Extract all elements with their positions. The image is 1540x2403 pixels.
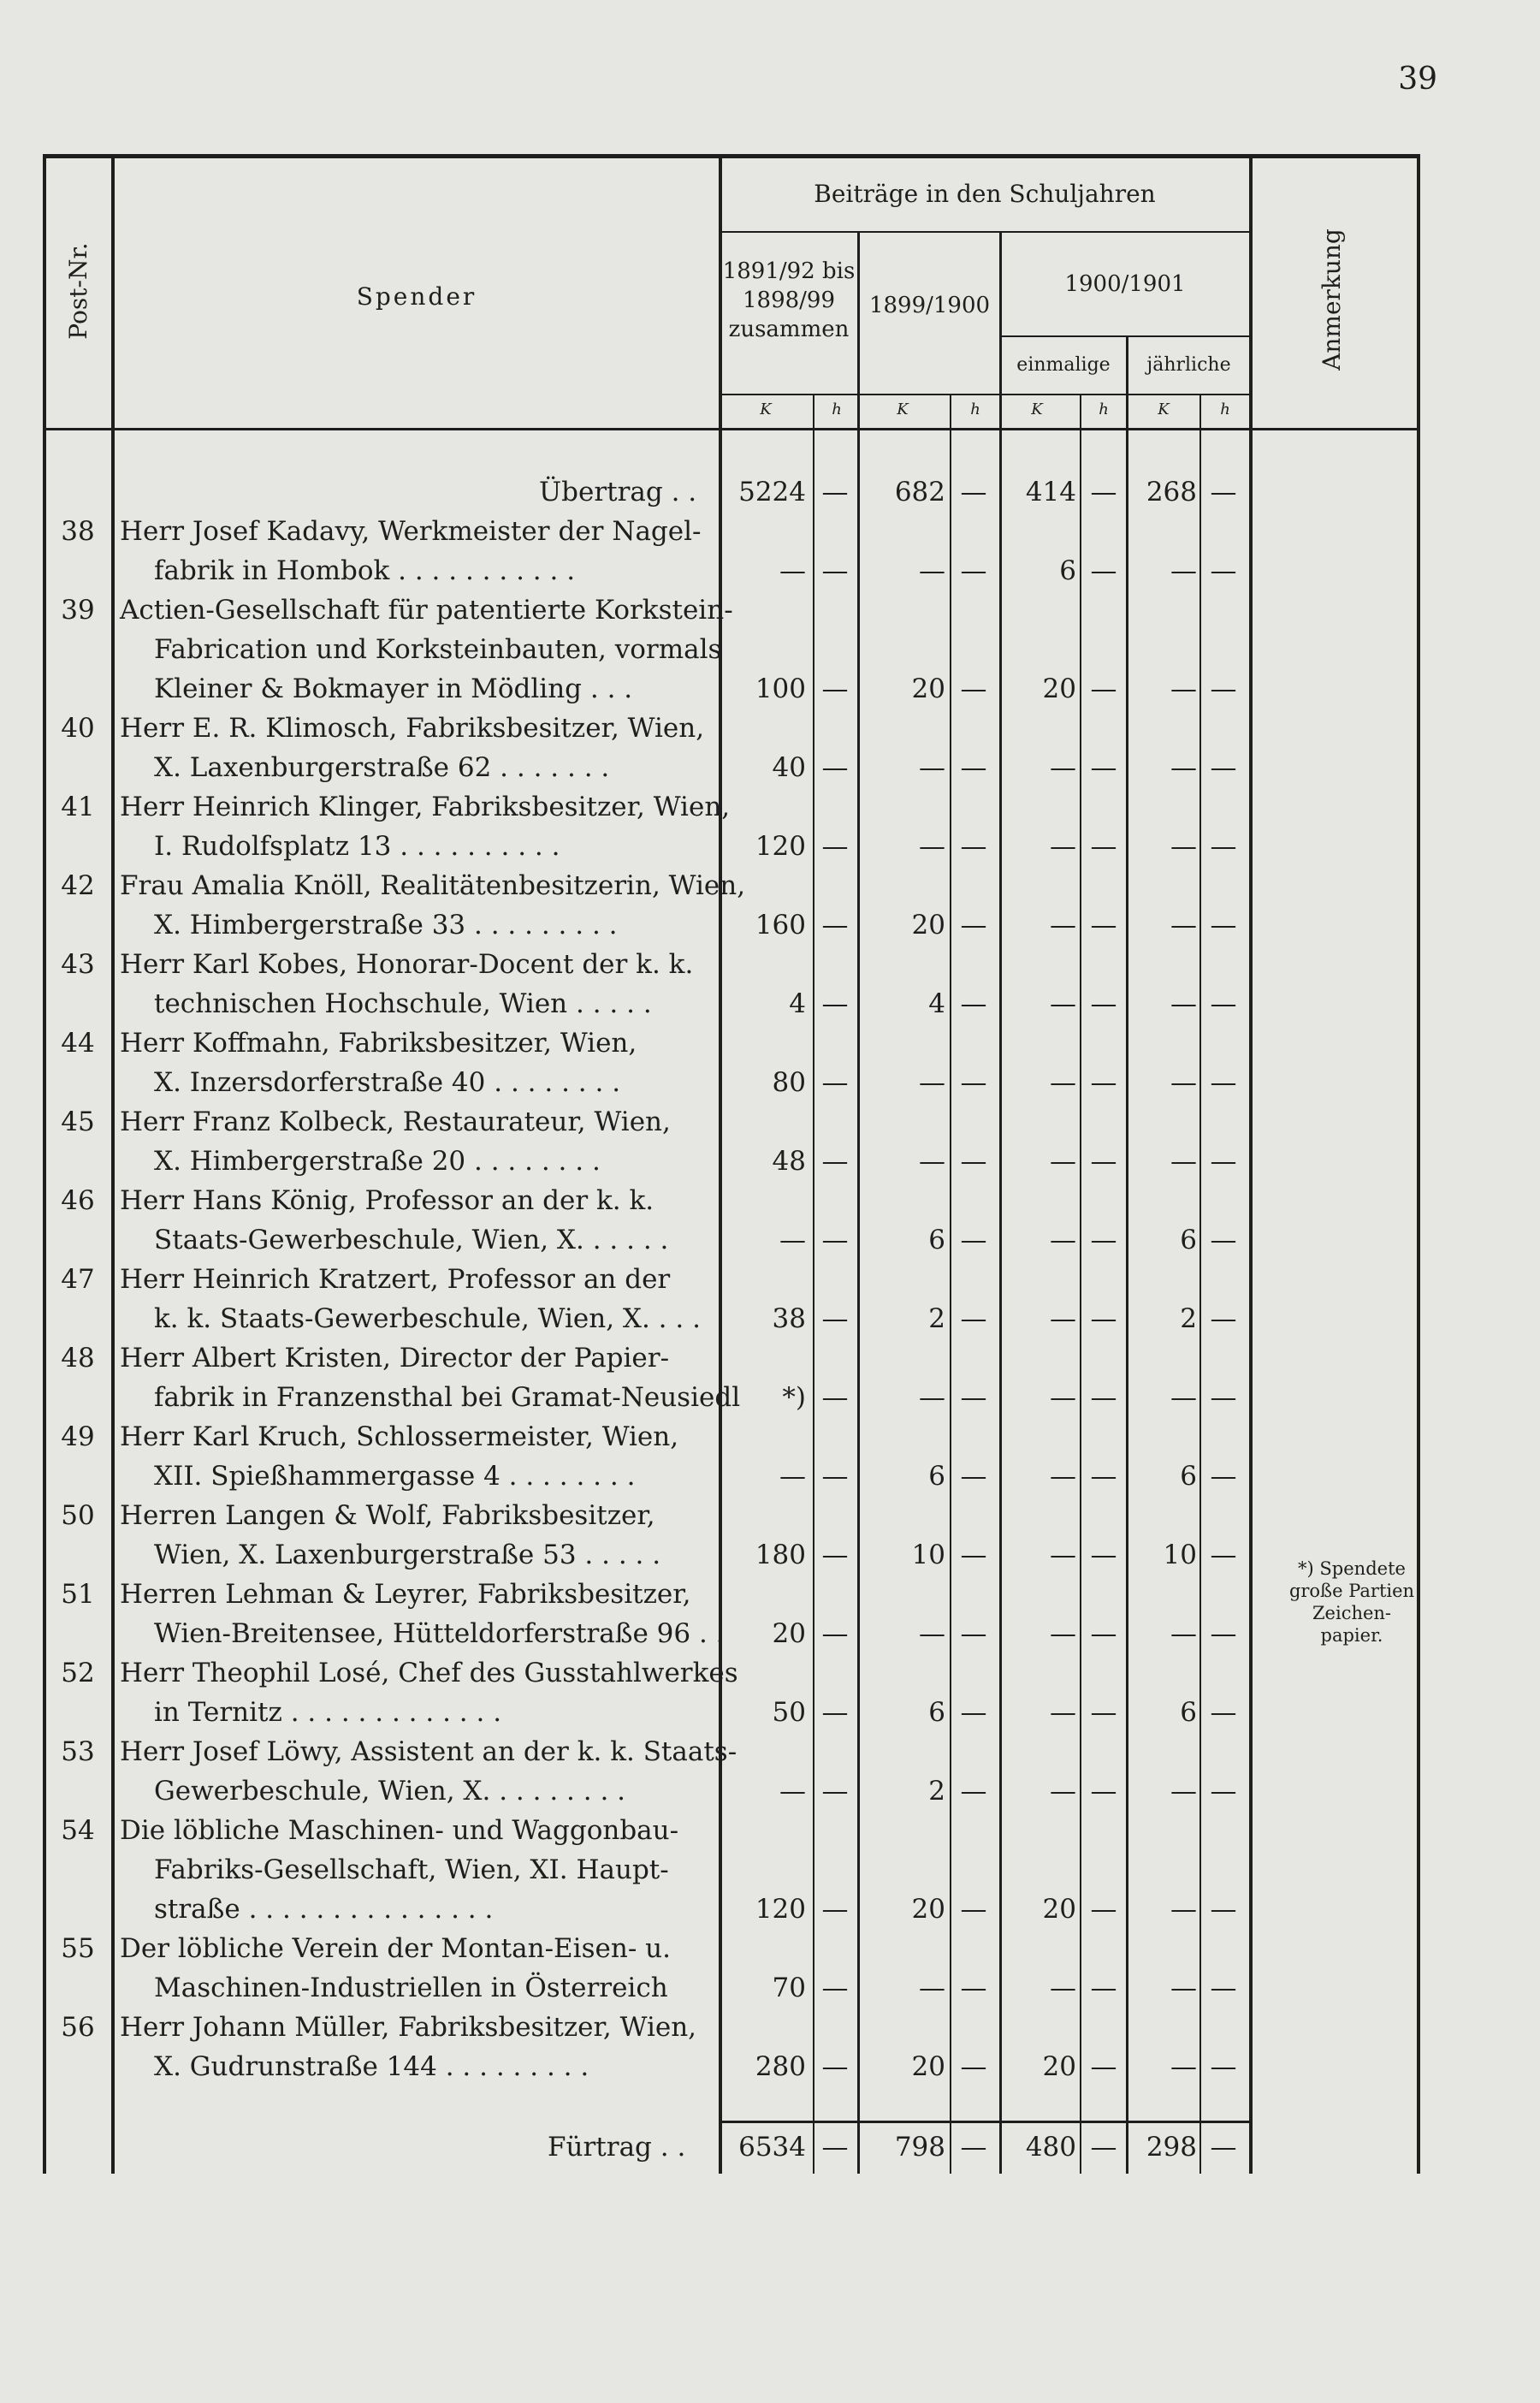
donor-description-line: X. Himbergerstraße 33 . . . . . . . . .: [154, 910, 618, 940]
donor-description-line: Herren Langen & Wolf, Fabriksbesitzer,: [120, 1500, 655, 1531]
amount-c2: 6: [928, 1461, 945, 1492]
col1-header-line1: 1891/92 bis: [722, 258, 856, 284]
amount-c1h: —: [821, 673, 849, 704]
amount-c2h: —: [960, 1894, 987, 1925]
uebertrag-label: Übertrag . .: [539, 477, 697, 507]
donor-description-line: Fabrication und Korksteinbauten, vormals: [154, 634, 722, 665]
spender-header: Spender: [356, 282, 477, 311]
post-nr: 51: [61, 1579, 95, 1610]
table-row: [26, 945, 1429, 1024]
amount-c2: 20: [911, 1894, 945, 1925]
uebertrag-c2h: —: [960, 477, 987, 507]
amount-c4: 10: [1163, 1540, 1197, 1570]
table-row: [26, 1338, 1429, 1417]
amount-c4h: —: [1210, 1618, 1237, 1649]
amount-c3h: —: [1090, 988, 1117, 1019]
post-nr: 44: [61, 1028, 95, 1059]
table-row: [26, 1260, 1429, 1338]
amount-c4h: —: [1210, 1697, 1237, 1728]
post-nr: 38: [61, 516, 95, 547]
post-nr: 42: [61, 870, 95, 901]
amount-c4h: —: [1210, 1776, 1237, 1807]
donor-description-line: Herr Heinrich Kratzert, Professor an der: [120, 1264, 671, 1295]
amount-c4: —: [1170, 752, 1197, 783]
amount-c2: 4: [928, 988, 945, 1019]
amount-c2: —: [919, 1146, 945, 1177]
amount-c1h: —: [821, 1146, 849, 1177]
amount-c1: —: [779, 1225, 806, 1255]
amount-c1: 20: [772, 1618, 806, 1649]
amount-c4: —: [1170, 988, 1197, 1019]
donor-description-line: Herr Johann Müller, Fabriksbesitzer, Wien,: [120, 2012, 697, 2043]
amount-c1h: —: [821, 1303, 849, 1334]
currency-k: K: [897, 400, 909, 418]
amount-c2h: —: [960, 1225, 987, 1255]
amount-c1: —: [779, 1461, 806, 1492]
amount-c3: 20: [1042, 673, 1076, 704]
amount-c3: —: [1050, 752, 1076, 783]
fuertrag-label: Fürtrag . .: [548, 2132, 686, 2163]
amount-c1h: —: [821, 910, 849, 940]
amount-c2: —: [919, 752, 945, 783]
donor-description-line: XII. Spießhammergasse 4 . . . . . . . .: [154, 1461, 636, 1492]
uebertrag-c3h: —: [1090, 477, 1117, 507]
amount-c2: —: [919, 555, 945, 586]
amount-c1: 48: [772, 1146, 806, 1177]
post-nr: 40: [61, 713, 95, 744]
amount-c2: 10: [911, 1540, 945, 1570]
amount-c2h: —: [960, 1618, 987, 1649]
amount-c4: —: [1170, 1382, 1197, 1413]
amount-c1: —: [779, 1776, 806, 1807]
uebertrag-c1h: —: [821, 477, 849, 507]
amount-c1: 80: [772, 1067, 806, 1098]
post-nr: 39: [61, 595, 95, 626]
fuertrag-c1: 6534: [738, 2132, 806, 2163]
amount-c2h: —: [960, 2051, 987, 2082]
amount-c4h: —: [1210, 1973, 1237, 2003]
amount-c4: —: [1170, 831, 1197, 862]
post-nr-header: Post-Nr.: [64, 242, 92, 340]
amount-c2: 20: [911, 910, 945, 940]
post-nr: 53: [61, 1736, 95, 1767]
donor-description-line: Herr Theophil Losé, Chef des Gusstahlwerkes: [120, 1658, 738, 1688]
amount-c4h: —: [1210, 1461, 1237, 1492]
amount-c4: 6: [1180, 1461, 1197, 1492]
amount-c3h: —: [1090, 910, 1117, 940]
amount-c1h: —: [821, 1225, 849, 1255]
amount-c2h: —: [960, 988, 987, 1019]
amount-c2h: —: [960, 1303, 987, 1334]
amount-c3: —: [1050, 1540, 1076, 1570]
anmerkung-header: Anmerkung: [1318, 228, 1346, 371]
amount-c4h: —: [1210, 1146, 1237, 1177]
amount-c1h: —: [821, 1973, 849, 2003]
table-row: [26, 1575, 1429, 1653]
amount-c2h: —: [960, 1382, 987, 1413]
col1-header-line3: zusammen: [728, 317, 850, 342]
amount-c3h: —: [1090, 1540, 1117, 1570]
amount-c1h: —: [821, 1697, 849, 1728]
beitraege-header: Beiträge in den Schuljahren: [814, 180, 1156, 208]
donor-description-line: X. Gudrunstraße 144 . . . . . . . . .: [154, 2051, 589, 2082]
amount-c3: —: [1050, 1225, 1076, 1255]
donor-description-line: X. Inzersdorferstraße 40 . . . . . . . .: [154, 1067, 621, 1098]
amount-c2: —: [919, 1618, 945, 1649]
table-row: [26, 1929, 1429, 2008]
post-nr: 55: [61, 1933, 95, 1964]
amount-c2h: —: [960, 1697, 987, 1728]
amount-c3h: —: [1090, 1067, 1117, 1098]
amount-c1: 160: [755, 910, 806, 940]
donor-description-line: X. Laxenburgerstraße 62 . . . . . . .: [154, 752, 610, 783]
amount-c4h: —: [1210, 1382, 1237, 1413]
donor-description-line: Herr Josef Kadavy, Werkmeister der Nagel-: [120, 516, 702, 547]
donor-description-line: Staats-Gewerbeschule, Wien, X. . . . . .: [154, 1225, 669, 1255]
amount-c3h: —: [1090, 1303, 1117, 1334]
amount-c1h: —: [821, 831, 849, 862]
amount-c4h: —: [1210, 1225, 1237, 1255]
amount-c3h: —: [1090, 1225, 1117, 1255]
amount-c3: 20: [1042, 2051, 1076, 2082]
currency-h: h: [832, 400, 842, 418]
table-row: [26, 1653, 1429, 1732]
donor-description-line: Frau Amalia Knöll, Realitätenbesitzerin, Wien,: [120, 870, 746, 901]
amount-c3: —: [1050, 1146, 1076, 1177]
amount-c2: —: [919, 831, 945, 862]
amount-c4h: —: [1210, 1067, 1237, 1098]
amount-c4h: —: [1210, 1303, 1237, 1334]
currency-h: h: [1220, 400, 1230, 418]
amount-c3: —: [1050, 1697, 1076, 1728]
col1-header-line2: 1898/99: [742, 288, 835, 313]
amount-c1: —: [779, 555, 806, 586]
amount-c2h: —: [960, 1146, 987, 1177]
donor-description-line: fabrik in Franzensthal bei Gramat-Neusiedl: [154, 1382, 741, 1413]
donor-description-line: Maschinen-Industriellen in Österreich: [154, 1973, 668, 2003]
amount-c2h: —: [960, 673, 987, 704]
amount-c3: —: [1050, 1382, 1076, 1413]
uebertrag-c3: 414: [1025, 477, 1076, 507]
table-top-border: [43, 154, 1420, 158]
amount-c2: 6: [928, 1225, 945, 1255]
donor-description-line: Actien-Gesellschaft für patentierte Korkstein-: [120, 595, 733, 626]
amount-c1: 180: [755, 1540, 806, 1570]
uebertrag-c4h: —: [1210, 477, 1237, 507]
fuertrag-top-line: [720, 2121, 1251, 2123]
amount-c4: —: [1170, 1618, 1197, 1649]
amount-c3h: —: [1090, 2051, 1117, 2082]
col3-header: 1900/1901: [1064, 271, 1186, 297]
amount-c4: —: [1170, 555, 1197, 586]
amount-c1: 40: [772, 752, 806, 783]
fuertrag-c3: 480: [1025, 2132, 1076, 2163]
amount-c4: 6: [1180, 1697, 1197, 1728]
col3-underline: [1001, 335, 1251, 337]
amount-c2h: —: [960, 910, 987, 940]
currency-h: h: [1099, 400, 1109, 418]
amount-c3: 6: [1059, 555, 1076, 586]
amount-c2h: —: [960, 1776, 987, 1807]
donor-description-line: k. k. Staats-Gewerbeschule, Wien, X. . . .: [154, 1303, 701, 1334]
table-row: [26, 1102, 1429, 1181]
col3a-header: einmalige: [1016, 354, 1111, 376]
donor-description-line: fabrik in Hombok . . . . . . . . . . .: [154, 555, 576, 586]
uebertrag-c2: 682: [894, 477, 945, 507]
amount-c2h: —: [960, 1973, 987, 2003]
amount-c4h: —: [1210, 988, 1237, 1019]
post-nr: 54: [61, 1815, 95, 1846]
amount-c4h: —: [1210, 752, 1237, 783]
table-row: [26, 512, 1429, 590]
col3b-header: jährliche: [1146, 354, 1231, 376]
table-row: [26, 1811, 1429, 1929]
amount-c1: 120: [755, 831, 806, 862]
amount-c4h: —: [1210, 673, 1237, 704]
amount-c4: 2: [1180, 1303, 1197, 1334]
amount-c4h: —: [1210, 1894, 1237, 1925]
amount-c3h: —: [1090, 1776, 1117, 1807]
amount-c1h: —: [821, 1067, 849, 1098]
amount-c1: 38: [772, 1303, 806, 1334]
amount-c3: —: [1050, 1303, 1076, 1334]
donor-description-line: Herr Karl Kobes, Honorar-Docent der k. k.: [120, 949, 694, 980]
amount-c4: —: [1170, 1776, 1197, 1807]
amount-c1h: —: [821, 1894, 849, 1925]
amount-c3: —: [1050, 910, 1076, 940]
donor-description-line: Herr Heinrich Klinger, Fabriksbesitzer, Wien,: [120, 792, 731, 822]
donor-description-line: Herr Karl Kruch, Schlossermeister, Wien,: [120, 1421, 679, 1452]
amount-c1h: —: [821, 1618, 849, 1649]
amount-c3h: —: [1090, 1382, 1117, 1413]
amount-c4: —: [1170, 2051, 1197, 2082]
amount-c3: —: [1050, 988, 1076, 1019]
donor-description-line: Gewerbeschule, Wien, X. . . . . . . . .: [154, 1776, 626, 1807]
uebertrag-c1: 5224: [738, 477, 806, 507]
amount-c3: —: [1050, 1461, 1076, 1492]
col1-header: [720, 257, 857, 344]
donor-description-line: Herren Lehman & Leyrer, Fabriksbesitzer,: [120, 1579, 691, 1610]
amount-c2: 2: [928, 1303, 945, 1334]
amount-c4h: —: [1210, 555, 1237, 586]
amount-c1h: —: [821, 555, 849, 586]
table-row: [26, 1732, 1429, 1811]
amount-c1: 100: [755, 673, 806, 704]
amount-c2h: —: [960, 1540, 987, 1570]
donor-ledger-table: [26, 154, 1429, 2174]
annotation-note: *) Spendete große Partien Zeichen-papier.: [1288, 1558, 1415, 1646]
amount-c3h: —: [1090, 1461, 1117, 1492]
amount-c4: 6: [1180, 1225, 1197, 1255]
table-row: [26, 787, 1429, 866]
uebertrag-c4: 268: [1146, 477, 1197, 507]
amount-c1h: —: [821, 752, 849, 783]
currency-k: K: [1031, 400, 1043, 418]
amount-c3h: —: [1090, 752, 1117, 783]
donor-description-line: Herr Hans König, Professor an der k. k.: [120, 1185, 654, 1216]
amount-c2: 20: [911, 673, 945, 704]
amount-c3: —: [1050, 831, 1076, 862]
donor-description-line: Wien-Breitensee, Hütteldorferstraße 96 . .: [154, 1618, 725, 1649]
donor-description-line: technischen Hochschule, Wien . . . . .: [154, 988, 652, 1019]
amount-c2h: —: [960, 1461, 987, 1492]
donor-description-line: Herr Koffmahn, Fabriksbesitzer, Wien,: [120, 1028, 637, 1059]
fuertrag-c1h: —: [821, 2132, 849, 2163]
post-nr: 50: [61, 1500, 95, 1531]
table-row: [26, 1417, 1429, 1496]
amount-c3: 20: [1042, 1894, 1076, 1925]
donor-description-line: Kleiner & Bokmayer in Mödling . . .: [154, 673, 633, 704]
fuertrag-c2: 798: [894, 2132, 945, 2163]
donor-description-line: Die löbliche Maschinen- und Waggonbau-: [120, 1815, 679, 1846]
amount-c4: —: [1170, 1894, 1197, 1925]
amount-c1h: —: [821, 1382, 849, 1413]
col2-header: 1899/1900: [868, 293, 991, 318]
donor-description-line: Fabriks-Gesellschaft, Wien, XI. Haupt-: [154, 1854, 669, 1885]
currency-k: K: [1158, 400, 1170, 418]
amount-c1h: —: [821, 1461, 849, 1492]
amount-c4h: —: [1210, 831, 1237, 862]
amount-c4: —: [1170, 1146, 1197, 1177]
table-row: [26, 866, 1429, 945]
amount-c3h: —: [1090, 673, 1117, 704]
amount-c3: —: [1050, 1618, 1076, 1649]
amount-c4: —: [1170, 910, 1197, 940]
table-row: [26, 590, 1429, 709]
post-nr: 41: [61, 792, 95, 822]
donor-description-line: Herr Josef Löwy, Assistent an der k. k. Staats-: [120, 1736, 737, 1767]
amount-c4h: —: [1210, 2051, 1237, 2082]
amount-c1: 50: [772, 1697, 806, 1728]
donor-description-line: Der löbliche Verein der Montan-Eisen- u.: [120, 1933, 671, 1964]
amount-c3h: —: [1090, 1146, 1117, 1177]
amount-c3h: —: [1090, 1697, 1117, 1728]
amount-c2h: —: [960, 555, 987, 586]
fuertrag-c4h: —: [1210, 2132, 1237, 2163]
amount-c3h: —: [1090, 1618, 1117, 1649]
amount-c1: 120: [755, 1894, 806, 1925]
donor-description-line: Herr Albert Kristen, Director der Papier-: [120, 1343, 670, 1374]
fuertrag-c4: 298: [1146, 2132, 1197, 2163]
table-row: [26, 709, 1429, 787]
amount-c3: —: [1050, 1973, 1076, 2003]
post-nr: 49: [61, 1421, 95, 1452]
donor-description-line: straße . . . . . . . . . . . . . . .: [154, 1894, 494, 1925]
amount-c3: —: [1050, 1067, 1076, 1098]
amount-c1: *): [782, 1382, 806, 1413]
post-nr: 56: [61, 2012, 95, 2043]
amount-c2: —: [919, 1382, 945, 1413]
amount-c1h: —: [821, 1540, 849, 1570]
amount-c2h: —: [960, 1067, 987, 1098]
donor-description-line: X. Himbergerstraße 20 . . . . . . . .: [154, 1146, 601, 1177]
donor-description-line: Wien, X. Laxenburgerstraße 53 . . . . .: [154, 1540, 661, 1570]
amount-c2: —: [919, 1973, 945, 2003]
amount-c2: 6: [928, 1697, 945, 1728]
post-nr: 52: [61, 1658, 95, 1688]
amount-c3h: —: [1090, 1894, 1117, 1925]
amount-c3h: —: [1090, 1973, 1117, 2003]
currency-h: h: [970, 400, 980, 418]
page-number: 39: [1398, 62, 1437, 97]
donor-description-line: in Ternitz . . . . . . . . . . . . .: [154, 1697, 502, 1728]
amount-c1h: —: [821, 1776, 849, 1807]
table-row: [26, 1181, 1429, 1260]
amount-c1: 280: [755, 2051, 806, 2082]
amount-c4h: —: [1210, 1540, 1237, 1570]
amount-c1h: —: [821, 2051, 849, 2082]
amount-c2: 20: [911, 2051, 945, 2082]
amount-c2h: —: [960, 831, 987, 862]
amount-c2: —: [919, 1067, 945, 1098]
post-nr: 46: [61, 1185, 95, 1216]
post-nr: 48: [61, 1343, 95, 1374]
amount-c2: 2: [928, 1776, 945, 1807]
amount-c4: —: [1170, 1973, 1197, 2003]
amount-c1: 70: [772, 1973, 806, 2003]
beitraege-underline: [720, 231, 1251, 233]
header-bottom-border: [43, 428, 1420, 430]
post-nr: 45: [61, 1107, 95, 1137]
amount-c4: —: [1170, 673, 1197, 704]
donor-description-line: Herr Franz Kolbeck, Restaurateur, Wien,: [120, 1107, 671, 1137]
table-row: [26, 2008, 1429, 2086]
amount-c1: 4: [789, 988, 806, 1019]
amount-c1h: —: [821, 988, 849, 1019]
currency-row-line: [720, 394, 1251, 395]
fuertrag-c2h: —: [960, 2132, 987, 2163]
donor-description-line: I. Rudolfsplatz 13 . . . . . . . . . .: [154, 831, 560, 862]
post-nr: 47: [61, 1264, 95, 1295]
donor-description-line: Herr E. R. Klimosch, Fabriksbesitzer, Wien,: [120, 713, 705, 744]
currency-k: K: [760, 400, 772, 418]
amount-c3h: —: [1090, 831, 1117, 862]
amount-c3: —: [1050, 1776, 1076, 1807]
amount-c4h: —: [1210, 910, 1237, 940]
post-nr: 43: [61, 949, 95, 980]
fuertrag-c3h: —: [1090, 2132, 1117, 2163]
amount-c2h: —: [960, 752, 987, 783]
amount-c3h: —: [1090, 555, 1117, 586]
table-row: [26, 1496, 1429, 1575]
table-row: [26, 1024, 1429, 1102]
amount-c4: —: [1170, 1067, 1197, 1098]
